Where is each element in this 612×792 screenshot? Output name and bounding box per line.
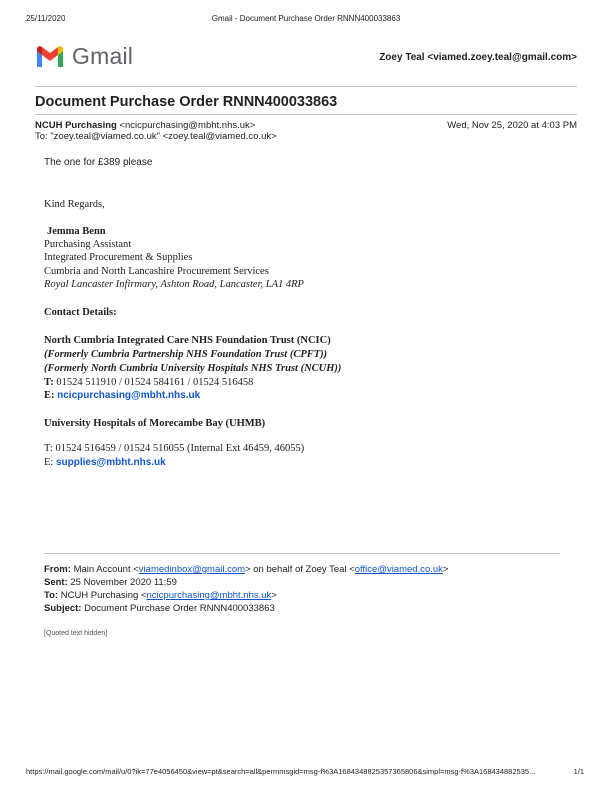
quoted-from-line (44, 564, 448, 575)
footer-url: https://mail.google.com/mail/u/0?ik=77e4056450&view=pt&search=all&permmsgid=msg-f%3A1684348825357365806&simpl=msg-f%3A168434882535... (26, 767, 536, 776)
quoted-to-email-link[interactable]: ncicpurchasing@mbht.nhs.uk (146, 590, 272, 601)
uhmb-title: University Hospitals of Morecambe Bay (UHMB) (44, 418, 266, 429)
quoted-subject-line (44, 603, 275, 614)
quoted-to-name: NCUH Purchasing < (60, 590, 147, 601)
signature-org: Cumbria and North Lancashire Procurement Services (44, 266, 269, 277)
quoted-divider (44, 553, 560, 554)
subject-divider (35, 114, 577, 115)
ncic-title: North Cumbria Integrated Care NHS Foundation Trust (NCIC) (44, 335, 331, 346)
quoted-sent-label: Sent: (44, 577, 68, 588)
gmail-brand: Gmail (72, 43, 134, 69)
gmail-logo-icon (35, 43, 65, 69)
email-date: Wed, Nov 25, 2020 at 4:03 PM (447, 120, 577, 131)
quoted-from-email-link[interactable]: viamedinbox@gmail.com (138, 564, 246, 575)
print-title: Gmail - Document Purchase Order RNNN400033863 (211, 14, 401, 23)
signature-address: Royal Lancaster Infirmary, Ashton Road, Lancaster, LA1 4RP (44, 279, 304, 290)
signature-role: Purchasing Assistant (44, 239, 132, 250)
quoted-from-label: From: (44, 564, 71, 575)
quoted-subject: Document Purchase Order RNNN400033863 (84, 603, 275, 614)
quoted-to-end: > (271, 590, 277, 601)
header-divider (35, 86, 577, 87)
quoted-from-name: Main Account < (73, 564, 139, 575)
closing-text: Kind Regards, (44, 199, 105, 210)
signature-dept: Integrated Procurement & Supplies (44, 252, 193, 263)
print-date: 25/11/2020 (26, 14, 66, 23)
uhmb-phone: 01524 516459 / 01524 516055 (Internal Ext 46459, 46055) (55, 443, 305, 454)
quoted-sent-line (44, 577, 177, 588)
message-text: The one for £389 please (44, 157, 153, 168)
ncic-formerly-ncuh: (Formerly North Cumbria University Hospitals NHS Trust (NCUH)) (44, 363, 342, 374)
quoted-text-hidden[interactable]: [Quoted text hidden] (44, 630, 108, 637)
ncic-formerly-cpft: (Formerly Cumbria Partnership NHS Foundation Trust (CPFT)) (44, 349, 328, 360)
ncic-email-label: E: (44, 390, 55, 401)
ncic-email-link[interactable]: ncicpurchasing@mbht.nhs.uk (57, 390, 201, 401)
quoted-from-end: > (442, 564, 449, 575)
uhmb-phone-label: T: (44, 443, 53, 454)
quoted-to-label: To: (44, 590, 59, 601)
footer-page-number: 1/1 (573, 767, 584, 776)
sender-name: NCUH Purchasing (35, 120, 117, 131)
contact-heading: Contact Details: (44, 307, 117, 318)
quoted-from-mid: > on behalf of Zoey Teal < (245, 564, 355, 575)
sender-email: <ncicpurchasing@mbht.nhs.uk> (119, 120, 256, 131)
uhmb-email-label: E: (44, 457, 54, 468)
uhmb-email-link[interactable]: supplies@mbht.nhs.uk (55, 457, 166, 468)
ncic-phone-label: T: (44, 377, 54, 388)
quoted-from-email2-link[interactable]: office@viamed.co.uk (354, 564, 443, 575)
ncic-phone-line (44, 377, 253, 388)
uhmb-email-line (44, 457, 166, 468)
account-name: Zoey Teal <viamed.zoey.teal@gmail.com> (379, 52, 577, 63)
recipient-line: To: "zoey.teal@viamed.co.uk" <zoey.teal@viamed.co.uk> (35, 131, 277, 142)
uhmb-phone-line (44, 443, 304, 454)
ncic-phone: 01524 511910 / 01524 584161 / 01524 516458 (56, 377, 254, 388)
quoted-to-line (44, 590, 277, 601)
quoted-subject-label: Subject: (44, 603, 82, 614)
sender-line (35, 120, 255, 131)
quoted-sent: 25 November 2020 11:59 (70, 577, 177, 588)
email-subject: Document Purchase Order RNNN400033863 (35, 94, 338, 110)
ncic-email-line (44, 390, 200, 401)
signature-name: Jemma Benn (47, 226, 106, 237)
